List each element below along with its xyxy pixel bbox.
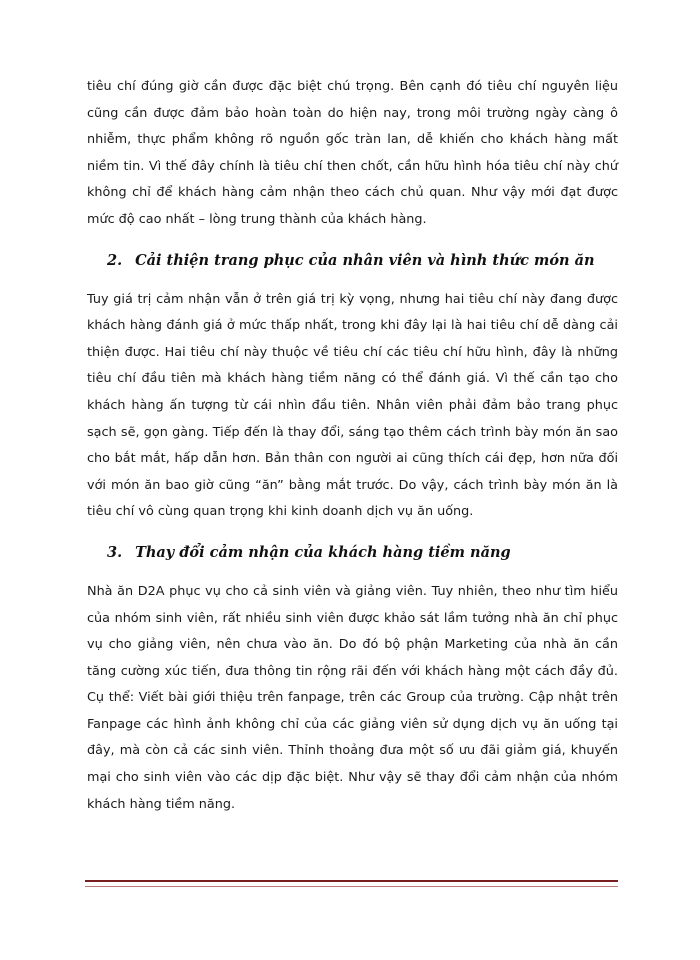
section-heading-3 [87,540,618,566]
section-number-2: 2. [107,251,123,269]
document-body [87,74,618,818]
section-title-2: Cải thiện trang phục của nhân viên và hình thức món ăn [135,251,595,269]
section-title-3: Thay đổi cảm nhận của khách hàng tiềm năng [135,543,511,561]
footer-divider [85,880,618,887]
section-paragraph-3: Nhà ăn D2A phục vụ cho cả sinh viên và giảng viên. Tuy nhiên, theo như tìm hiểu của nhóm sinh viên, rất nhiều sinh viên được khảo sát lầm tưởng nhà ăn chỉ phục vụ cho giảng viên, nên chưa vào ăn. Do đó bộ phận Marketing của nhà ăn cần tăng cường xúc tiến, đưa thông tin rộng rãi đến với khách hàng một cách đầy đủ. Cụ thể: Viết bài giới thiệu trên fanpage, trên các Group của trường. Cập nhật trên Fanpage các hình ảnh không chỉ của các giảng viên sử dụng dịch vụ ăn uống tại đây, mà còn cả các sinh viên. Thỉnh thoảng đưa một số ưu đãi giảm giá, khuyến mại cho sinh viên vào các dịp đặc biệt. Như vậy sẽ thay đổi cảm nhận của nhóm khách hàng tiềm năng. [87,583,618,812]
section-number-3: 3. [107,543,123,561]
intro-paragraph: tiêu chí đúng giờ cần được đặc biệt chú trọng. Bên cạnh đó tiêu chí nguyên liệu cũng cần được đảm bảo hoàn toàn do hiện nay, trong môi trường ngày càng ô nhiễm, thực phẩm không rõ nguồn gốc tràn lan, dễ khiến cho khách hàng mất niềm tin. Vì thế đây chính là tiêu chí then chốt, cần hữu hình hóa tiêu chí này chứ không chỉ để khách hàng cảm nhận theo cách chủ quan. Như vậy mới đạt được mức độ cao nhất – lòng trung thành của khách hàng. [87,79,618,227]
section-paragraph-2: Tuy giá trị cảm nhận vẫn ở trên giá trị kỳ vọng, nhưng hai tiêu chí này đang được khách hàng đánh giá ở mức thấp nhất, trong khi đây lại là hai tiêu chí dễ dàng cải thiện được. Hai tiêu chí này thuộc về tiêu chí các tiêu chí hữu hình, đây là những tiêu chí đầu tiên mà khách hàng tiềm năng có thể đánh giá. Vì thế cần tạo cho khách hàng ấn tượng từ cái nhìn đầu tiên. Nhân viên phải đảm bảo trang phục sạch sẽ, gọn gàng. Tiếp đến là thay đổi, sáng tạo thêm cách trình bày món ăn sao cho bắt mắt, hấp dẫn hơn. Bản thân con người ai cũng thích cái đẹp, hơn nữa đối với món ăn bao giờ cũng “ăn” bằng mắt trước. Do vậy, cách trình bày món ăn là tiêu chí vô cùng quan trọng khi kinh doanh dịch vụ ăn uống. [87,291,618,520]
section-heading-2 [87,248,618,274]
